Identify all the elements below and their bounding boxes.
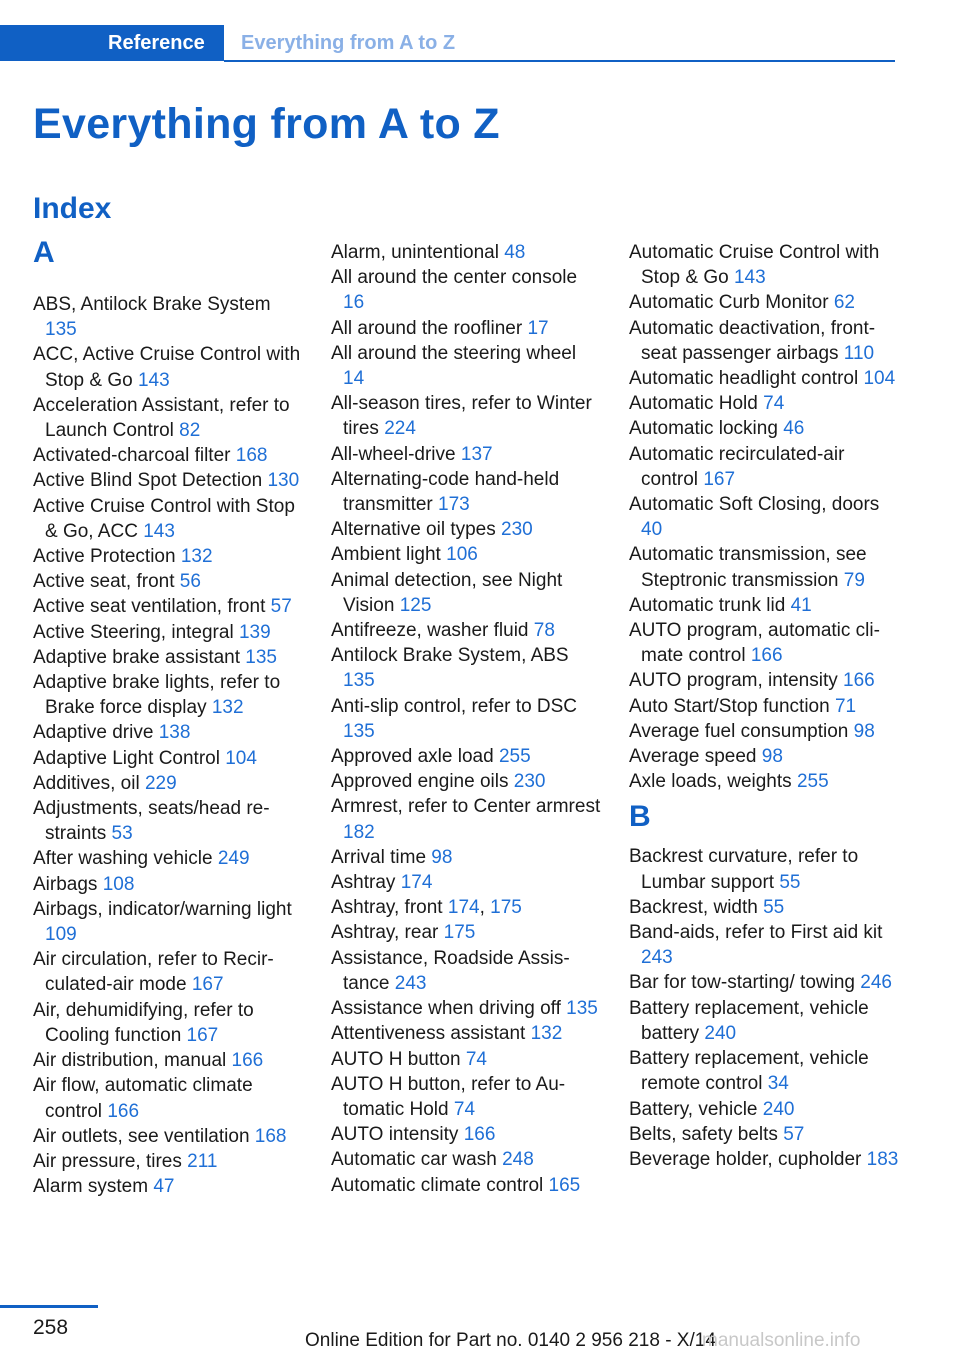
index-entry-text: Animal detection, see Night Vision: [331, 569, 563, 616]
index-entry: [331, 1147, 601, 1172]
index-entry: [33, 594, 303, 619]
page-reference-link[interactable]: 166: [750, 645, 783, 667]
index-entry-text: Alarm system: [33, 1176, 149, 1198]
index-entry-text: Band-aids, refer to First aid kit: [629, 922, 883, 944]
index-entry-text: All around the center console: [331, 267, 578, 289]
index-entry-text: AUTO program, intensity: [629, 670, 838, 692]
index-entry: [33, 796, 303, 846]
page-reference-link[interactable]: 230: [501, 519, 533, 541]
index-entry-text: Automatic transmission, see Steptronic transmission: [629, 544, 867, 591]
index-entry: [33, 1048, 303, 1073]
index-entry: [33, 620, 303, 645]
index-entry: [331, 870, 601, 895]
index-entry-text: Adaptive drive: [33, 722, 154, 744]
index-entry: [629, 719, 899, 744]
index-entry: [331, 568, 601, 618]
index-entry-text: Ambient light: [331, 544, 441, 566]
page-reference-link[interactable]: 138: [158, 722, 191, 744]
header-breadcrumb: Everything from A to Z: [241, 32, 456, 54]
index-entry-text: Anti-slip control, refer to DSC: [331, 695, 578, 717]
page-reference-link[interactable]: 132: [180, 546, 213, 568]
index-letter-heading: B: [629, 800, 651, 834]
index-entry: [33, 569, 303, 594]
index-entry-text: Antilock Brake System, ABS: [331, 645, 569, 667]
index-entry-text: Adaptive Light Control: [33, 747, 220, 769]
index-entry-text: Battery replacement, vehicle remote control: [629, 1048, 869, 1095]
index-entry-text: Adaptive brake assistant: [33, 646, 241, 668]
page-reference-link[interactable]: 46: [783, 418, 805, 440]
index-subtitle: Index: [33, 192, 112, 225]
page-reference-link[interactable]: 139: [238, 621, 271, 643]
index-entry: [629, 316, 899, 366]
index-entry: [629, 391, 899, 416]
page-reference-link[interactable]: 249: [217, 848, 250, 870]
index-entry: [33, 1073, 303, 1123]
index-entry: [331, 845, 601, 870]
index-entry-text: Alternating-code hand-held transmitter: [331, 468, 560, 516]
index-entry-text: Assistance, Roadside Assistance: [331, 947, 570, 994]
index-entry-text: Airbags, indicator/warning light: [33, 898, 292, 920]
page-reference-link[interactable]: 78: [533, 620, 555, 642]
page-reference-link[interactable]: 135: [45, 319, 77, 341]
index-entry-text: Belts, safety belts: [629, 1123, 778, 1145]
index-entry-text: AUTO H button, refer to Automatic Hold: [331, 1073, 566, 1120]
index-entry: [331, 744, 601, 769]
index-entry: [629, 668, 899, 693]
page-title: Everything from A to Z: [33, 100, 500, 148]
page-reference-link[interactable]: 255: [796, 771, 829, 793]
index-entry-text: Automatic Soft Closing, doors: [629, 494, 880, 516]
page-reference-link[interactable]: 143: [137, 369, 170, 391]
index-entry-text: Automatic headlight control: [629, 368, 859, 390]
page-reference-link[interactable]: 74: [465, 1048, 487, 1070]
page-reference-link[interactable]: 98: [761, 746, 783, 768]
index-entry-text: Air pressure, tires: [33, 1150, 182, 1172]
index-entry: [629, 694, 899, 719]
index-entry: Ashtray, front 174, 175: [331, 897, 522, 919]
index-entry-text: AUTO program, automatic climate control: [629, 620, 880, 667]
page-reference-link[interactable]: 108: [102, 873, 135, 895]
page-reference-link[interactable]: 143: [733, 267, 766, 289]
index-entry-text: Automatic car wash: [331, 1149, 497, 1171]
index-entry-text: AUTO H button: [331, 1048, 461, 1070]
index-entry: [331, 240, 601, 265]
page-reference-link[interactable]: 57: [270, 596, 292, 618]
index-entry: [331, 442, 601, 467]
index-entry: [331, 946, 601, 996]
page-reference-link[interactable]: 137: [460, 443, 493, 465]
page-reference-link[interactable]: 98: [431, 846, 453, 868]
index-entry-text: Ashtray: [331, 872, 396, 894]
page-reference-link[interactable]: 135: [343, 720, 375, 742]
page-reference-link[interactable]: 48: [504, 242, 526, 263]
index-entry-text: Air outlets, see ventilation: [33, 1125, 250, 1147]
page-reference-link[interactable]: 248: [502, 1149, 534, 1171]
index-entry-text: Air flow, automatic climate control: [33, 1075, 253, 1122]
page-reference-link[interactable]: 110: [843, 342, 875, 364]
index-entry: [629, 1097, 899, 1122]
page-reference-link[interactable]: 182: [343, 821, 375, 843]
index-entry: [33, 720, 303, 745]
page-reference-link[interactable]: 57: [783, 1123, 805, 1145]
page-reference-link[interactable]: 132: [211, 697, 244, 719]
page-reference-link[interactable]: 255: [498, 746, 531, 768]
page-number: 258: [33, 1316, 69, 1339]
index-entry: [33, 846, 303, 871]
index-entry-text: Adaptive brake lights, refer to Brake force display: [33, 672, 281, 719]
running-header: [0, 25, 895, 63]
index-entry-text: Automatic Hold: [629, 393, 758, 415]
page-reference-link[interactable]: 173: [438, 494, 470, 516]
index-entry-text: Beverage holder, cupholder: [629, 1148, 862, 1170]
index-entry: [629, 416, 899, 441]
index-entry: [331, 391, 601, 441]
index-entry: [331, 542, 601, 567]
index-entry: [629, 366, 899, 391]
page-reference-link[interactable]: 16: [343, 292, 365, 314]
index-entry-text: Active Cruise Control with Stop & Go, ACC: [33, 495, 295, 542]
index-entry-text: Average speed: [629, 746, 757, 768]
index-entry-text: Active seat, front: [33, 571, 175, 593]
index-entry: [331, 996, 601, 1021]
index-entry-text: Automatic Cruise Control with Stop & Go: [629, 242, 880, 289]
index-entry: [331, 316, 601, 341]
index-entry-text: Airbags: [33, 873, 98, 895]
page-reference-link[interactable]: 74: [453, 1098, 476, 1120]
index-entry: [629, 970, 899, 995]
index-column-2: [331, 240, 601, 1198]
index-entry-text: Automatic recirculated-air control: [629, 443, 845, 490]
index-entry: [33, 746, 303, 771]
index-entry-text: Approved axle load: [331, 746, 494, 768]
index-column-1: [33, 236, 303, 1199]
index-entry: [33, 897, 303, 947]
index-entry: [629, 1122, 899, 1147]
index-entry-text: Activated-charcoal filter: [33, 445, 231, 467]
header-section-tab: Reference: [0, 25, 224, 61]
index-entry-text: Axle loads, weights: [629, 771, 792, 793]
index-entry-text: Automatic locking: [629, 418, 778, 440]
index-entry-text: Automatic trunk lid: [629, 594, 786, 616]
index-entry-text: Automatic deactivation, front-seat passenger airbags: [629, 317, 876, 364]
index-entry: [331, 517, 601, 542]
index-entry-text: All-wheel-drive: [331, 443, 456, 465]
index-entry: [629, 744, 899, 769]
index-entry: [629, 618, 899, 668]
index-entry: [629, 1046, 899, 1096]
index-entry: [331, 1072, 601, 1122]
index-entry: [33, 1174, 303, 1199]
index-entry-text: AUTO intensity: [331, 1124, 459, 1146]
page-reference-link[interactable]: 230: [513, 771, 546, 793]
index-entry-text: Alarm, unintentional: [331, 242, 499, 263]
page-reference-link[interactable]: 175: [443, 922, 476, 944]
page-reference-link[interactable]: 104: [863, 368, 896, 390]
header-rule: [224, 60, 895, 62]
index-entry-text: Auto Start/Stop function: [629, 695, 830, 717]
page-reference-link[interactable]: 143: [143, 520, 175, 542]
page-reference-link[interactable]: 135: [343, 670, 375, 692]
index-entry-text: Average fuel consumption: [629, 720, 849, 742]
index-entry-text: Air circulation, refer to Recirculated-air mode: [33, 949, 274, 996]
index-entry: [33, 393, 303, 443]
page-reference-link[interactable]: 55: [779, 871, 801, 893]
index-entry-text: Armrest, refer to Center armrest: [331, 796, 601, 818]
index-entry: [629, 996, 899, 1046]
page-reference-link[interactable]: 55: [763, 896, 785, 918]
page-reference-link[interactable]: 165: [548, 1174, 581, 1196]
page-reference-link[interactable]: 167: [703, 468, 736, 490]
page-reference-link[interactable]: 246: [860, 972, 892, 994]
page-reference-link[interactable]: 211: [187, 1150, 218, 1172]
index-entry: [331, 1047, 601, 1072]
index-column-3: [629, 240, 899, 1172]
index-entry-text: Assistance when driving off: [331, 998, 561, 1020]
edition-note: Online Edition for Part no. 0140 2 956 218 - X/14: [305, 1330, 716, 1351]
index-entry: [629, 844, 899, 894]
index-entry-text: Alternative oil types: [331, 519, 496, 541]
index-entry: [331, 643, 601, 693]
index-entry: [33, 292, 303, 342]
page-reference-link[interactable]: 167: [191, 974, 224, 996]
index-entry-text: ACC, Active Cruise Control with Stop & Go: [33, 344, 301, 391]
page-reference-link[interactable]: 82: [179, 420, 201, 442]
page-reference-link[interactable]: 104: [225, 747, 257, 769]
index-entry: [33, 1149, 303, 1174]
index-entry-text: Arrival time: [331, 846, 427, 868]
index-entry: [331, 920, 601, 945]
index-entry-text: Active Blind Spot Detection: [33, 470, 263, 492]
page-reference-link[interactable]: 17: [527, 317, 549, 339]
index-entry-text: Approved engine oils: [331, 771, 509, 793]
page-reference-link[interactable]: 40: [641, 519, 663, 541]
index-entry: [331, 1122, 601, 1147]
index-entry: [331, 1173, 601, 1198]
index-entry: [33, 342, 303, 392]
page-reference-link[interactable]: 166: [107, 1100, 140, 1122]
index-entry: [33, 443, 303, 468]
index-entry: [629, 240, 899, 290]
page-reference-link[interactable]: 135: [245, 646, 277, 668]
page-reference-link[interactable]: 130: [267, 470, 300, 492]
index-entry-text: Active Protection: [33, 546, 176, 568]
page-reference-link[interactable]: 175: [490, 897, 522, 919]
index-entry: [331, 1021, 601, 1046]
page-reference-link[interactable]: 168: [235, 445, 268, 467]
page-reference-link[interactable]: 98: [853, 720, 875, 742]
index-entry: [331, 794, 601, 844]
index-entry-text: ABS, Antilock Brake System: [33, 294, 271, 315]
footer-rule: [0, 1305, 98, 1308]
page-reference-link[interactable]: 166: [463, 1124, 496, 1146]
index-entry: [331, 341, 601, 391]
watermark: manualsonline.info: [702, 1330, 861, 1351]
index-entry: [331, 769, 601, 794]
page-reference-link[interactable]: 79: [843, 569, 865, 591]
page-reference-link[interactable]: 243: [641, 947, 673, 969]
index-entry: [331, 265, 601, 315]
page-reference-link[interactable]: 14: [343, 368, 365, 390]
index-entry-text: Ashtray, rear: [331, 922, 439, 944]
index-entry-text: Acceleration Assistant, refer to Launch Control: [33, 394, 290, 442]
index-entry: [33, 947, 303, 997]
index-entry: [629, 492, 899, 542]
page-reference-link[interactable]: 34: [767, 1073, 789, 1095]
index-entry-text: Active seat ventilation, front: [33, 596, 266, 618]
index-entry: [33, 1124, 303, 1149]
page-reference-link[interactable]: 174: [447, 897, 480, 919]
index-entry: [629, 1147, 899, 1172]
index-entry-text: All-season tires, refer to Winter tires: [331, 393, 592, 440]
page-reference-link[interactable]: 41: [790, 594, 812, 616]
page-reference-link[interactable]: 240: [704, 1022, 737, 1044]
index-entry-text: Ashtray, front: [331, 897, 443, 919]
page-reference-link[interactable]: 132: [530, 1023, 563, 1045]
index-entry: [33, 998, 303, 1048]
index-entry: [629, 920, 899, 970]
index-entry-text: Backrest, width: [629, 896, 758, 918]
index-entry-text: Backrest curvature, refer to Lumbar support: [629, 846, 859, 893]
page-reference-link[interactable]: 106: [446, 544, 478, 566]
index-entry-text: Battery replacement, vehicle battery: [629, 997, 869, 1044]
page-reference-link[interactable]: 109: [45, 924, 77, 946]
page-reference-link[interactable]: 53: [111, 823, 133, 845]
index-entry: [33, 872, 303, 897]
index-entry: [33, 494, 303, 544]
index-entry: [331, 467, 601, 517]
index-entry-text: Automatic climate control: [331, 1174, 544, 1196]
index-entry-text: Battery, vehicle: [629, 1098, 758, 1120]
page-reference-link[interactable]: 168: [254, 1125, 287, 1147]
index-entry: [629, 895, 899, 920]
index-entry-text: Attentiveness assistant: [331, 1023, 526, 1045]
page-reference-link[interactable]: 240: [762, 1098, 795, 1120]
page-reference-link[interactable]: 224: [384, 418, 416, 440]
index-entry: [331, 694, 601, 744]
page-reference-link[interactable]: 125: [399, 594, 432, 616]
index-entry-text: Air distribution, manual: [33, 1050, 227, 1072]
index-letter-heading: A: [33, 236, 55, 269]
page-reference-link[interactable]: 56: [179, 571, 201, 593]
index-entry: [629, 593, 899, 618]
index-entry: [331, 618, 601, 643]
index-entry-text: Air, dehumidifying, refer to Cooling function: [33, 999, 254, 1046]
page-reference-link[interactable]: 62: [833, 292, 855, 314]
index-entry-text: All around the roofliner: [331, 317, 523, 339]
index-entry: [33, 544, 303, 569]
index-entry: [629, 769, 899, 794]
index-entry: [629, 442, 899, 492]
index-entry-text: After washing vehicle: [33, 848, 213, 870]
page-reference-link[interactable]: 166: [843, 670, 875, 692]
index-entry-text: Adjustments, seats/head restraints: [33, 798, 270, 845]
index-entry: [33, 670, 303, 720]
page-reference-link[interactable]: 229: [144, 772, 177, 794]
index-entry: [629, 290, 899, 315]
page-reference-link[interactable]: 243: [394, 972, 427, 994]
page-reference-link[interactable]: 183: [866, 1148, 899, 1170]
index-entry: [33, 468, 303, 493]
page-reference-link[interactable]: 135: [566, 998, 598, 1020]
page-reference-link[interactable]: 167: [186, 1024, 219, 1046]
index-entry: [629, 542, 899, 592]
index-entry-text: Antifreeze, washer fluid: [331, 620, 529, 642]
page-reference-link[interactable]: 166: [231, 1050, 264, 1072]
index-entry: [33, 771, 303, 796]
index-entry-text: Automatic Curb Monitor: [629, 292, 829, 314]
index-entry-text: All around the steering wheel: [331, 342, 577, 364]
page-reference-link[interactable]: 71: [834, 695, 857, 717]
page-reference-link[interactable]: 47: [153, 1176, 175, 1198]
page-reference-link[interactable]: 74: [763, 393, 785, 415]
index-entry-text: Additives, oil: [33, 772, 140, 794]
index-entry-text: Bar for tow-starting/ towing: [629, 972, 855, 994]
index-entry: [33, 645, 303, 670]
page-reference-link[interactable]: 174: [400, 872, 433, 894]
index-entry-text: Active Steering, integral: [33, 621, 234, 643]
